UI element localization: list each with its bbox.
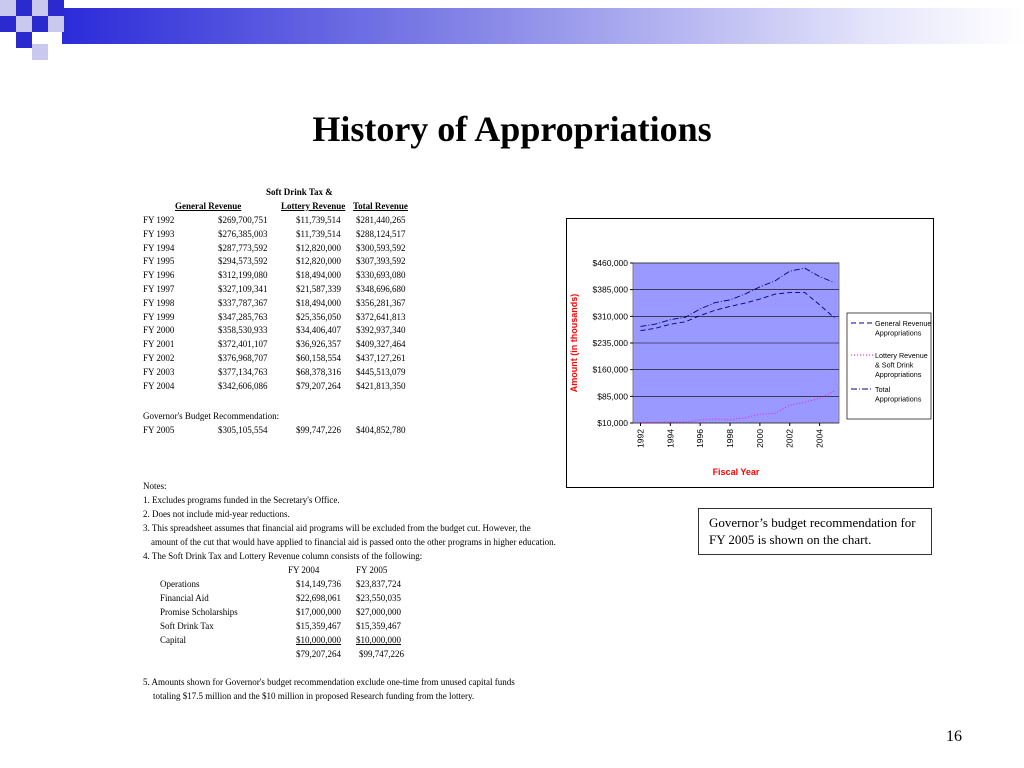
sub-table-cell: Operations bbox=[160, 579, 200, 589]
table-cell: FY 1999 bbox=[143, 311, 175, 322]
y-tick-label: $160,000 bbox=[592, 364, 628, 375]
sub-table-cell: $14,149,736 bbox=[296, 579, 341, 589]
y-tick-label: $85,000 bbox=[597, 391, 628, 402]
legend-label: General Revenue bbox=[875, 319, 932, 328]
y-tick-label: $10,000 bbox=[597, 418, 628, 428]
note-5: 5. Amounts shown for Governor's budget recommendation exclude one-time from unused capital funds bbox=[143, 677, 515, 687]
table-cell: $269,700,751 bbox=[218, 215, 268, 225]
sub-table-cell: Promise Scholarships bbox=[160, 607, 238, 617]
sub-header-fy2004: FY 2004 bbox=[288, 565, 320, 575]
gov-recommendation-label: Governor's Budget Recommendation: bbox=[143, 411, 280, 421]
table-cell: $300,593,592 bbox=[356, 242, 406, 253]
table-cell: $12,820,000 bbox=[296, 242, 341, 253]
table-cell: $11,739,514 bbox=[296, 228, 341, 239]
table-cell: $25,356,050 bbox=[296, 311, 341, 322]
x-tick-label: 2000 bbox=[754, 429, 765, 448]
table-cell: FY 1994 bbox=[143, 242, 175, 253]
table-cell: $337,787,367 bbox=[218, 297, 268, 308]
sub-total-fy2004: $79,207,264 bbox=[296, 649, 341, 659]
table-cell: $99,747,226 bbox=[296, 425, 341, 435]
table-cell: $377,134,763 bbox=[218, 366, 268, 377]
table-cell: FY 1993 bbox=[143, 228, 175, 239]
table-cell: $34,406,407 bbox=[296, 325, 341, 336]
table-cell: FY 1996 bbox=[143, 270, 175, 281]
table-cell: $327,109,341 bbox=[218, 284, 268, 294]
table-cell: FY 2003 bbox=[143, 366, 175, 377]
sub-table-cell: $15,359,467 bbox=[296, 621, 341, 631]
table-cell: $392,937,340 bbox=[356, 325, 406, 336]
legend-label: Appropriations bbox=[875, 370, 922, 379]
sub-table-cell: Soft Drink Tax bbox=[160, 621, 214, 631]
sub-table-cell: Capital bbox=[160, 635, 186, 645]
table-cell: $404,852,780 bbox=[356, 425, 406, 435]
sub-table-cell: Financial Aid bbox=[160, 593, 209, 603]
sub-table-cell: $27,000,000 bbox=[356, 607, 401, 617]
y-tick-label: $385,000 bbox=[592, 284, 628, 295]
header-total-revenue: Total Revenue bbox=[353, 201, 408, 211]
table-cell: $358,530,933 bbox=[218, 325, 268, 336]
table-cell: $21,587,339 bbox=[296, 284, 341, 294]
table-cell: $445,513,079 bbox=[356, 366, 406, 377]
table-cell: $18,494,000 bbox=[296, 297, 341, 308]
x-axis-label: Fiscal Year bbox=[712, 467, 760, 477]
table-cell: $60,158,554 bbox=[296, 353, 341, 363]
table-cell: $356,281,367 bbox=[356, 297, 406, 308]
x-tick-label: 1996 bbox=[695, 429, 706, 448]
sub-table-cell: $17,000,000 bbox=[296, 607, 341, 617]
sub-table-cell: $10,000,000 bbox=[296, 635, 341, 645]
sub-total-fy2005: $99,747,226 bbox=[359, 649, 404, 659]
sub-header-fy2005: FY 2005 bbox=[356, 565, 388, 575]
header-general-revenue: General Revenue bbox=[175, 201, 242, 211]
table-cell: $342,606,086 bbox=[218, 380, 268, 391]
legend-label: Appropriations bbox=[875, 328, 922, 338]
table-cell: $348,696,680 bbox=[356, 284, 406, 294]
table-cell: $18,494,000 bbox=[296, 270, 341, 281]
table-cell: $12,820,000 bbox=[296, 256, 341, 267]
table-cell: FY 1995 bbox=[143, 256, 175, 267]
callout-box: Governor’s budget recommendation for FY 2005 is shown on the chart. bbox=[698, 508, 932, 555]
table-cell: $294,573,592 bbox=[218, 256, 268, 267]
table-cell: FY 2001 bbox=[143, 339, 175, 350]
table-cell: $79,207,264 bbox=[296, 380, 341, 391]
table-cell: $68,378,316 bbox=[296, 366, 341, 377]
note-1: 1. Excludes programs funded in the Secretary's Office. bbox=[143, 495, 340, 505]
x-tick-label: 1992 bbox=[635, 429, 646, 448]
legend-label: Appropriations bbox=[875, 394, 922, 404]
table-cell: $312,199,080 bbox=[218, 270, 268, 281]
x-tick-label: 2004 bbox=[814, 429, 825, 448]
x-tick-label: 1994 bbox=[665, 429, 676, 448]
table-cell: $437,127,261 bbox=[356, 353, 406, 363]
table-cell: $288,124,517 bbox=[356, 228, 406, 239]
table-cell: $347,285,763 bbox=[218, 311, 268, 322]
header-gradient-bar bbox=[62, 8, 1024, 44]
table-cell: $372,401,107 bbox=[218, 339, 268, 350]
table-cell: FY 1997 bbox=[143, 284, 175, 294]
table-cell: $307,393,592 bbox=[356, 256, 406, 267]
sub-table-cell: $23,550,035 bbox=[356, 593, 401, 603]
x-tick-label: 1998 bbox=[725, 429, 736, 448]
appropriations-chart bbox=[566, 218, 934, 488]
table-cell: $11,739,514 bbox=[296, 215, 341, 225]
note-3: 3. This spreadsheet assumes that financial aid programs will be excluded from the budget cut. However, the bbox=[143, 523, 531, 533]
page-number: 16 bbox=[946, 728, 962, 745]
table-cell: FY 1998 bbox=[143, 297, 175, 308]
note-4: 4. The Soft Drink Tax and Lottery Revenue column consists of the following: bbox=[143, 551, 423, 561]
x-tick-label: 2002 bbox=[784, 429, 795, 448]
sub-table-cell: $22,698,061 bbox=[296, 593, 341, 603]
slide-title: History of Appropriations bbox=[312, 109, 712, 149]
sub-table-cell: $15,359,467 bbox=[356, 621, 401, 631]
table-cell: $376,968,707 bbox=[218, 353, 268, 363]
header-soft-drink-top: Soft Drink Tax & bbox=[266, 187, 333, 197]
y-tick-label: $235,000 bbox=[592, 338, 628, 348]
table-cell: FY 1992 bbox=[143, 215, 175, 225]
sub-table-cell: $10,000,000 bbox=[356, 635, 401, 645]
table-cell: FY 2002 bbox=[143, 353, 175, 363]
table-cell: $276,385,003 bbox=[218, 228, 268, 239]
header-lottery-revenue: Lottery Revenue bbox=[281, 201, 346, 211]
table-cell: $36,926,357 bbox=[296, 339, 341, 350]
legend-label: & Soft Drink bbox=[875, 360, 914, 370]
notes-heading: Notes: bbox=[143, 481, 167, 491]
note-5-continued: totaling $17.5 million and the $10 million in proposed Research funding from the lottery. bbox=[153, 691, 475, 701]
table-cell: $287,773,592 bbox=[218, 242, 268, 253]
sub-table-cell: $23,837,724 bbox=[356, 579, 401, 589]
table-cell: $409,327,464 bbox=[356, 339, 406, 350]
table-cell: $372,641,813 bbox=[356, 311, 406, 322]
legend-label: Total bbox=[875, 385, 891, 394]
note-2: 2. Does not include mid-year reductions. bbox=[143, 509, 290, 519]
y-axis-label: Amount (in thousands) bbox=[569, 293, 579, 393]
table-cell: $421,813,350 bbox=[356, 380, 406, 391]
table-cell: FY 2004 bbox=[143, 380, 175, 391]
y-tick-label: $310,000 bbox=[592, 311, 628, 322]
table-cell: $305,105,554 bbox=[218, 425, 268, 435]
chart-svg bbox=[567, 219, 933, 487]
note-3-continued: amount of the cut that would have applied to financial aid is passed onto the other programs in higher education. bbox=[151, 537, 556, 547]
table-cell: FY 2000 bbox=[143, 325, 175, 336]
table-cell: $281,440,265 bbox=[356, 215, 406, 225]
legend-label: Lottery Revenue bbox=[875, 351, 928, 360]
y-tick-label: $460,000 bbox=[592, 258, 628, 268]
table-cell: $330,693,080 bbox=[356, 270, 406, 281]
table-cell: FY 2005 bbox=[143, 425, 175, 435]
